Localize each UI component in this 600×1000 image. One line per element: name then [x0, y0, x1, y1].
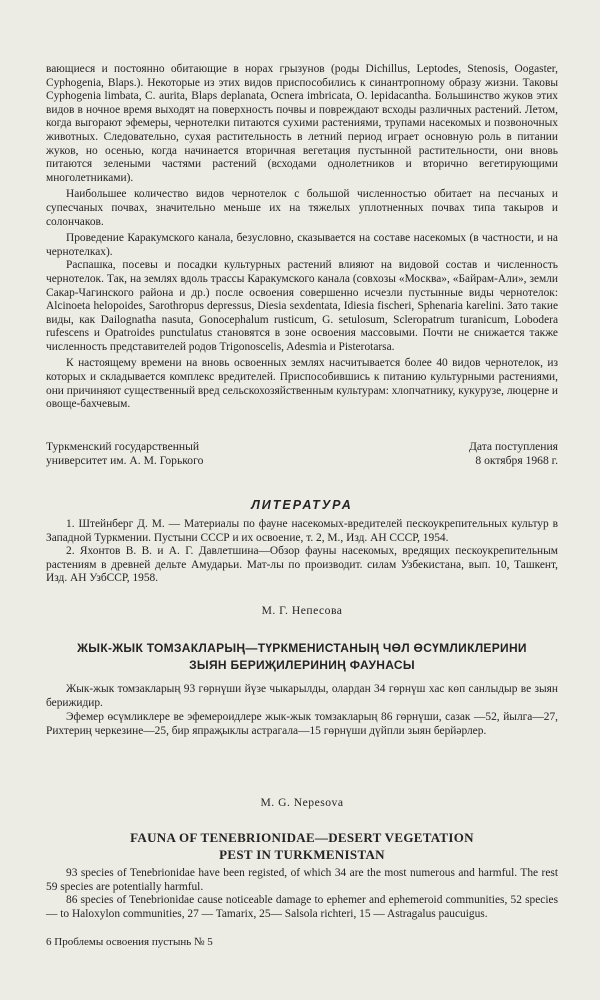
turkmen-paragraph-1: Жык-жык томзакларың 93 гөрнүши йүзе чыкарылды, олардан 34 гөрнүш хас көп санлыдыр ве зыян берижидир. — [46, 683, 558, 709]
turkmen-paragraph-2: Эфемер өсүмликлере ве эфемероидлере жык-жык томзакларың 86 гөрнүши, сазак —52, йылгa—27, Рихтериң черкезине—25, бир япраҗыклы астрагала—15 гөрнүши дүйпли зыян берйәрлер. — [46, 711, 558, 737]
body-text — [46, 63, 558, 412]
turkmen-title: ЖЫК-ЖЫК ТОМЗАКЛАРЫҢ—ТҮРКМЕНИСТАНЫҢ ЧӨЛ ӨСҮМЛИКЛЕРИНИ ЗЫЯН БЕРИҖИЛЕРИНИҢ ФАУНАСЫ — [77, 641, 527, 672]
affiliation: Туркменский государственный университет им. А. М. Горького — [46, 440, 204, 467]
turkmen-summary-text — [46, 683, 558, 738]
paragraph-conclusion: К настоящему времени на вновь освоенных землях насчитывается более 40 видов чернотелок, из которых и складывается комплекс вредителей. Приспособившись к питанию культурными растениями, они причиняют существенный вред сельскохозяйственным культурам: хлопчатнику, кукурузе, люцерне и овоще-бахчевым. — [46, 357, 558, 411]
references-list — [46, 518, 558, 586]
english-summary-text — [46, 867, 558, 921]
received-date: Дата поступления 8 октября 1968 г. — [468, 440, 558, 467]
paragraph-canal: Проведение Каракумского канала, безусловно, сказывается на составе насекомых (в частности, и на чернотелках). — [46, 232, 558, 258]
paragraph-soils: Наибольшее количество видов чернотелок с большой численностью обитает на песчаных и супесчаных почвах, значительно меньше их на тяжелых уплотненных почвах типа такыров и солончаков. — [46, 188, 558, 228]
english-paragraph-1: 93 species of Tenebrionidae have been registed, of which 34 are the most numerous and harmful. The rest 59 species are potentially harmful. — [46, 867, 558, 893]
paragraph-cultivation: Распашка, посевы и посадки культурных растений влияют на видовой состав и численность чернотелок. Так, на землях вдоль трассы Каракумского канала (совхозы «Москва», «Байрам-Али», земли Сакар-Чагинского района и др.) после освоения совершенно исчезли пустынные виды чернотелок: Alcinoeta helopoides, Sarothropus depressus, Diesia sexdentata, Idiesia fischeri, Sphenaria karelini. Зато такие виды, как Dailognatha nasuta, Gonocephalum rusticum, G. setulosum, Scleropatrum turanicum, Lobodera rufescens и Opatroides punctulatus становятся в зоне освоения массовыми. Почти не снижается также численность представителей родов Trigonoscelis, Adesmia и Pisterotarsa. — [46, 259, 558, 353]
signature-block — [46, 440, 558, 470]
english-paragraph-2: 86 species of Tenebrionidae cause noticeable damage to ephemer and ephemeroid communities, 52 species — to Haloxylon communities, 27 — Tamarix, 25— Salsola richteri, 15 — Astragalus paucuigus. — [46, 894, 558, 920]
paragraph-rodents: вающиеся и постоянно обитающие в норах грызунов (роды Dichillus, Leptodes, Stenosis, Oogaster, Cyphogenia, Blaps.). Некоторые из этих видов приспособились к синантропному образу жизни. Таковы Cyphogenia limbata, C. aurita, Blaps deplanata, Ocnera imbricata, O. lepidacantha. Большинство жуков этих видов в ночное время выходят на поверхность почвы и повреждают всходы различных растений. Летом, когда выгорают эфемеры, чернотелки питаются сухими растениями, трупами насекомых и позвоночных животных. Следовательно, сухая растительность в летний период играет основную роль в питании жуков, но осенью, когда начинается вторичная вегетация пустынной растительности, они вновь питаются зелеными частями растений (всходами однолетников и вторично вегетирующими многолетниками). — [46, 63, 558, 184]
english-author: M. G. Nepesova — [260, 796, 344, 809]
references-heading: ЛИТЕРАТУРА — [251, 498, 353, 512]
turkmen-author: М. Г. Непесова — [261, 604, 343, 617]
reference-item-1: 1. Штейнберг Д. М. — Материалы по фауне насекомых-вредителей пескоукрепительных культур в Западной Туркмении. Пустыни СССР и их освоение, т. 2, М., Изд. АН СССР, 1954. — [46, 518, 558, 544]
english-title: FAUNA OF TENEBRIONIDAE—DESERT VEGETATION PEST IN TURKMENISTAN — [130, 830, 474, 862]
page-footer: 6 Проблемы освоения пустынь № 5 — [46, 936, 213, 948]
reference-item-2: 2. Яхонтов В. В. и А. Г. Давлетшина—Обзор фауны насекомых, вредящих пескоукрепительным растениям в древней дельте Амударьи. Мат-лы по производит. силам Узбекистана, вып. 10, Ташкент, Изд. АН УзбССР, 1958. — [46, 545, 558, 585]
